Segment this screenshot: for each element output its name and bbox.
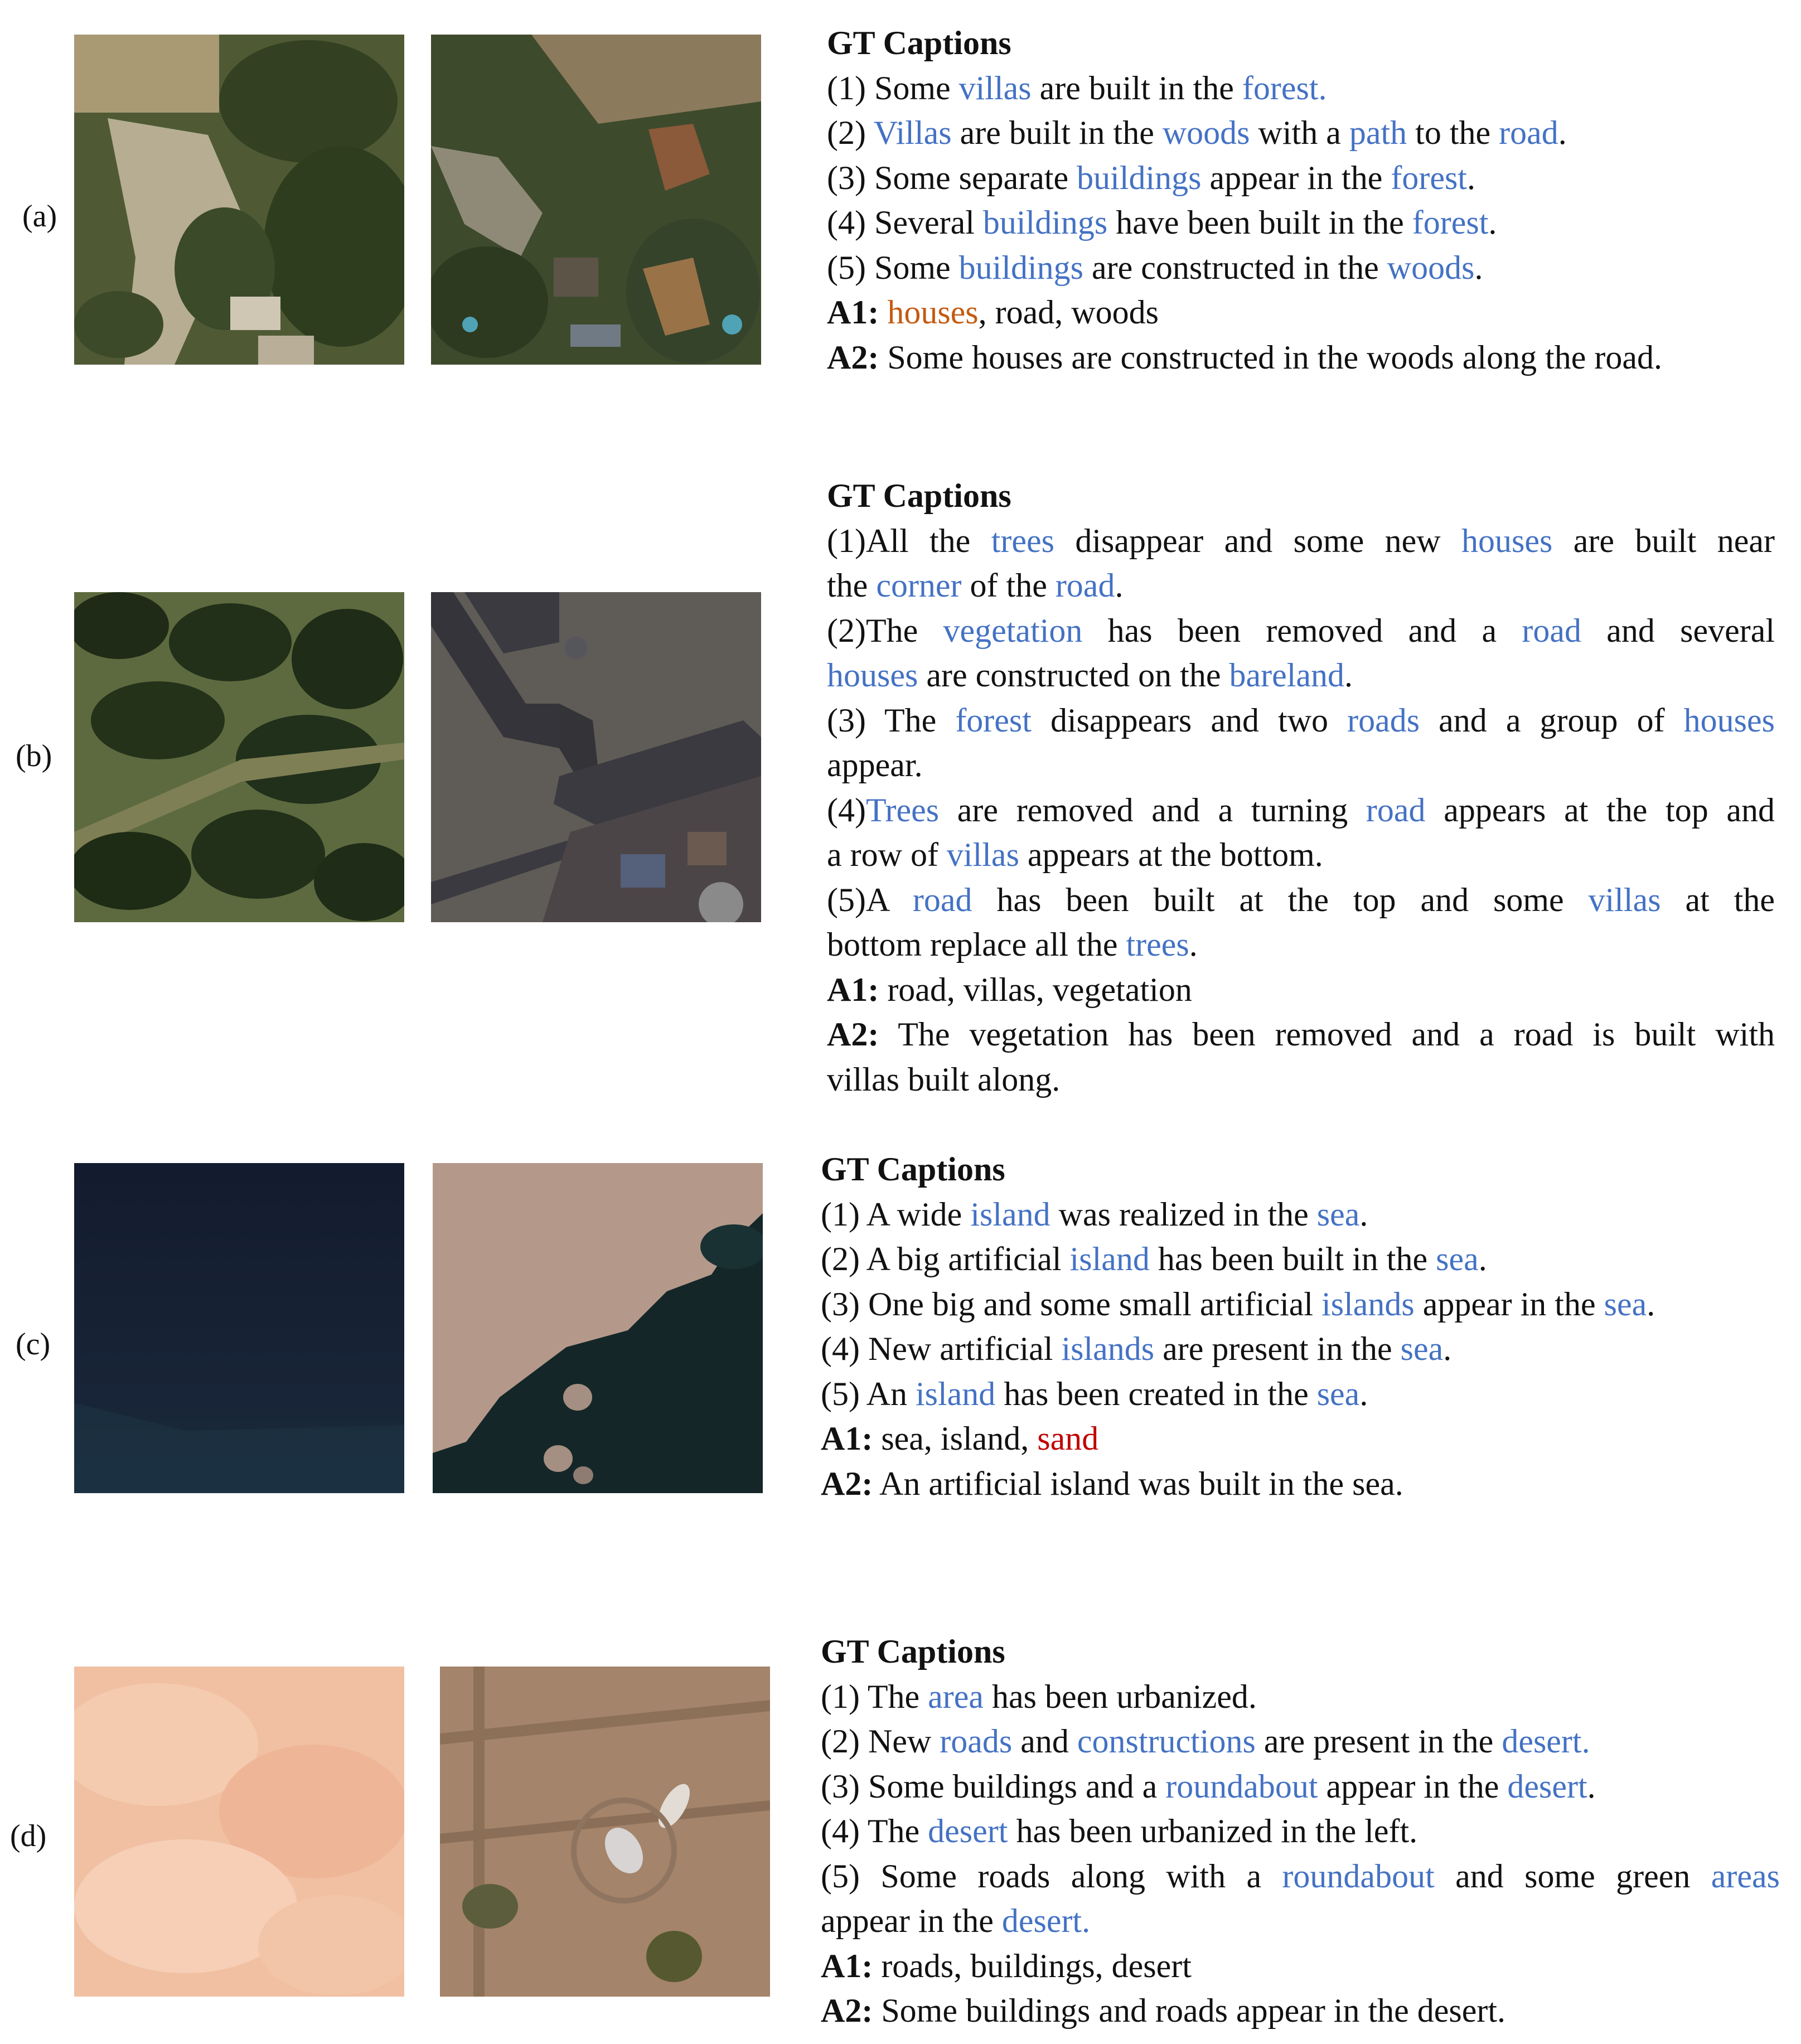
caption-keyword: island <box>1069 1241 1150 1277</box>
caption-text: disappear and some new <box>1054 522 1462 559</box>
caption-line <box>821 1764 1780 1809</box>
satellite-image-after <box>440 1667 770 1997</box>
answer-label: A2: <box>827 338 879 376</box>
caption-line <box>827 156 1775 201</box>
caption-line <box>827 1057 1775 1102</box>
caption-line <box>821 1898 1780 1944</box>
caption-text: . <box>1443 1330 1452 1367</box>
caption-keyword: sea <box>1604 1285 1647 1323</box>
answer-label: A2: <box>827 1016 879 1053</box>
satellite-image-before <box>74 35 404 365</box>
caption-text: (5)A <box>827 881 913 918</box>
urbanized-desert-after-image <box>440 1667 770 1997</box>
highlighted-word: houses <box>887 294 979 331</box>
captions-title: GT Captions <box>827 477 1011 514</box>
highlighted-word: sand <box>1037 1420 1099 1457</box>
caption-block <box>827 473 1775 1102</box>
caption-keyword: corner <box>876 567 962 604</box>
answer-label: A1: <box>821 1947 873 1984</box>
caption-text: . <box>1466 159 1475 196</box>
caption-text: (2)The <box>827 612 943 649</box>
caption-text: have been built in the <box>1107 204 1412 241</box>
caption-text: has been built at the top and some <box>972 881 1589 918</box>
caption-text: . <box>1359 1375 1368 1412</box>
caption-keyword: desert. <box>1502 1723 1590 1760</box>
caption-keyword: buildings <box>1077 159 1202 196</box>
caption-text: An artificial island was built in the sea. <box>873 1465 1403 1502</box>
caption-text: (5) Some <box>827 249 959 286</box>
caption-text: (3) The <box>827 701 956 739</box>
caption-lines <box>827 66 1775 380</box>
caption-text: . <box>1474 249 1483 286</box>
caption-text: appears at the top and <box>1425 791 1775 829</box>
caption-keyword: bareland <box>1229 657 1344 694</box>
caption-block <box>827 21 1775 380</box>
caption-keyword: road <box>1366 791 1426 829</box>
caption-keyword: area <box>928 1678 984 1715</box>
caption-text: . <box>1344 657 1353 694</box>
caption-text: , road, woods <box>978 294 1159 331</box>
caption-block <box>821 1147 1780 1506</box>
caption-keyword: path <box>1349 114 1407 151</box>
caption-keyword: island <box>970 1195 1050 1233</box>
caption-text: are built in the <box>951 114 1163 151</box>
caption-keyword: trees <box>991 522 1054 559</box>
answer-label: A1: <box>827 294 879 331</box>
caption-keyword: trees <box>1126 926 1189 963</box>
caption-text: are removed and a turning <box>939 791 1366 829</box>
caption-text: . <box>1558 114 1567 151</box>
desert-before-image <box>74 1667 404 1997</box>
caption-text: appear in the <box>821 1902 1002 1939</box>
caption-keyword: road <box>912 881 972 918</box>
caption-keyword: villas <box>946 836 1019 873</box>
satellite-image-before <box>74 1163 404 1493</box>
caption-text: and several <box>1581 612 1775 649</box>
caption-text: are built in the <box>1031 69 1242 106</box>
forest-villa-before-image <box>74 35 404 365</box>
caption-text: appear in the <box>1201 159 1391 196</box>
caption-text: (2) <box>827 114 874 151</box>
caption-text: sea, island, <box>873 1420 1038 1457</box>
caption-text: . <box>1478 1241 1487 1277</box>
caption-text: (1)All the <box>827 522 991 559</box>
caption-text: of the <box>961 567 1056 604</box>
caption-keyword: Trees <box>865 791 940 829</box>
caption-text: has been created in the <box>995 1375 1317 1412</box>
caption-line <box>827 788 1775 833</box>
answer-label: A2: <box>821 1465 873 1502</box>
caption-line <box>827 653 1775 698</box>
answer-label: A1: <box>821 1420 873 1457</box>
caption-keyword: houses <box>1683 701 1775 739</box>
caption-keyword: Villas <box>873 114 952 151</box>
caption-line <box>821 1854 1780 1899</box>
caption-text: and <box>1012 1723 1077 1760</box>
caption-text: Some houses are constructed in the woods along the road. <box>879 338 1662 376</box>
caption-keyword: roundabout <box>1282 1857 1435 1895</box>
caption-text: . <box>1359 1195 1368 1233</box>
caption-text: bottom replace all the <box>827 926 1126 963</box>
caption-keyword: sea <box>1436 1241 1479 1277</box>
caption-text: . <box>1189 926 1198 963</box>
caption-text: appear in the <box>1414 1285 1604 1323</box>
caption-keyword: vegetation <box>943 612 1083 649</box>
caption-line <box>827 200 1775 245</box>
caption-line <box>827 335 1775 380</box>
caption-line <box>827 967 1775 1013</box>
caption-line <box>821 1461 1780 1507</box>
caption-line <box>821 1416 1780 1461</box>
caption-keyword: desert <box>1507 1767 1587 1805</box>
caption-keyword: desert. <box>1001 1902 1091 1939</box>
caption-text: (3) Some buildings and a <box>821 1767 1166 1805</box>
caption-keyword: roads <box>1347 701 1420 739</box>
sea-before-image <box>74 1163 404 1493</box>
caption-line <box>821 1719 1780 1764</box>
captions-title: GT Captions <box>821 1151 1005 1188</box>
caption-text: was realized in the <box>1050 1195 1317 1233</box>
caption-text: Some buildings and roads appear in the desert. <box>873 1992 1506 2029</box>
caption-line <box>821 1192 1780 1237</box>
caption-text <box>879 294 887 331</box>
panel-label: (d) <box>10 1819 47 1853</box>
answer-label: A1: <box>827 971 879 1008</box>
caption-text: to the <box>1407 114 1499 151</box>
caption-text: (1) The <box>821 1678 928 1715</box>
satellite-image-after <box>433 1163 763 1493</box>
caption-line <box>821 1326 1780 1372</box>
caption-text: appear. <box>827 747 923 783</box>
captions-title: GT Captions <box>821 1633 1005 1670</box>
captions-title: GT Captions <box>827 25 1011 61</box>
caption-keyword: roundabout <box>1165 1767 1318 1805</box>
caption-text: The vegetation has been removed and a road is built with <box>879 1016 1775 1053</box>
caption-text: (5) An <box>821 1375 916 1412</box>
caption-line <box>821 1282 1780 1327</box>
caption-text: . <box>1587 1767 1596 1805</box>
caption-line <box>827 519 1775 564</box>
caption-keyword: road <box>1522 612 1581 649</box>
caption-lines <box>821 1674 1780 2033</box>
caption-line <box>827 698 1775 743</box>
caption-keyword: houses <box>1461 522 1553 559</box>
caption-keyword: roads <box>940 1723 1013 1760</box>
caption-keyword: forest <box>955 701 1032 739</box>
caption-line <box>827 1012 1775 1057</box>
satellite-image-after <box>431 35 761 365</box>
caption-line <box>827 878 1775 923</box>
road-villas-after-image <box>431 592 761 922</box>
caption-text: (1) Some <box>827 69 959 106</box>
caption-text: are built near <box>1552 522 1775 559</box>
caption-keyword: buildings <box>958 249 1083 286</box>
answer-label: A2: <box>821 1992 873 2029</box>
caption-keyword: road <box>1055 567 1115 604</box>
caption-line <box>827 743 1775 788</box>
caption-text: (3) One big and some small artificial <box>821 1285 1322 1323</box>
caption-text: appears at the bottom. <box>1019 836 1323 873</box>
caption-line <box>827 608 1775 653</box>
caption-keyword: sea <box>1316 1195 1360 1233</box>
caption-text: with a <box>1250 114 1349 151</box>
caption-keyword: houses <box>827 657 918 694</box>
caption-text: (2) A big artificial <box>821 1241 1070 1277</box>
artificial-island-after-image <box>433 1163 763 1493</box>
caption-text: and a group of <box>1420 701 1684 739</box>
caption-text: at the <box>1660 881 1775 918</box>
caption-text: (4) Several <box>827 204 983 241</box>
forest-villa-after-image <box>431 35 761 365</box>
caption-text: disappears and two <box>1031 701 1348 739</box>
caption-text: are present in the <box>1255 1723 1502 1760</box>
vegetation-before-image <box>74 592 404 922</box>
panel-label: (c) <box>16 1327 51 1362</box>
caption-text: roads, buildings, desert <box>873 1947 1192 1984</box>
caption-text: (4) The <box>821 1813 928 1849</box>
caption-line <box>821 1944 1780 1989</box>
caption-keyword: constructions <box>1077 1723 1256 1760</box>
caption-keyword: forest <box>1412 204 1489 241</box>
caption-text: (3) Some separate <box>827 159 1077 196</box>
caption-keyword: sea <box>1400 1330 1444 1367</box>
caption-text: are constructed in the <box>1083 249 1387 286</box>
caption-text: the <box>827 567 877 604</box>
caption-line <box>827 245 1775 290</box>
caption-keyword: forest. <box>1242 69 1327 106</box>
caption-keyword: sea <box>1316 1375 1360 1412</box>
caption-keyword: buildings <box>982 204 1108 241</box>
caption-text: (4) New artificial <box>821 1330 1062 1367</box>
panel-label: (b) <box>16 739 52 773</box>
caption-text: are present in the <box>1154 1330 1401 1367</box>
caption-text: (1) A wide <box>821 1195 971 1233</box>
caption-line <box>827 563 1775 608</box>
caption-text: road, villas, vegetation <box>879 971 1192 1008</box>
caption-keyword: desert <box>928 1813 1008 1849</box>
caption-text: (5) Some roads along with a <box>821 1857 1282 1895</box>
caption-line <box>827 832 1775 878</box>
caption-text: has been built in the <box>1149 1241 1436 1277</box>
caption-keyword: woods <box>1387 249 1475 286</box>
caption-keyword: villas <box>958 69 1032 106</box>
caption-text: are constructed on the <box>918 657 1229 694</box>
caption-text: has been removed and a <box>1082 612 1522 649</box>
caption-keyword: woods <box>1162 114 1250 151</box>
caption-line <box>821 1809 1780 1854</box>
caption-keyword: forest <box>1391 159 1467 196</box>
caption-keyword: areas <box>1711 1857 1780 1895</box>
caption-text: has been urbanized in the left. <box>1008 1813 1418 1849</box>
caption-block <box>821 1629 1780 2033</box>
satellite-image-before <box>74 1667 404 1997</box>
satellite-image-after <box>431 592 761 922</box>
caption-keyword: island <box>915 1375 996 1412</box>
caption-line <box>821 1237 1780 1282</box>
caption-line <box>827 922 1775 967</box>
caption-line <box>827 110 1775 156</box>
caption-text: appear in the <box>1318 1767 1508 1805</box>
caption-keyword: villas <box>1588 881 1661 918</box>
panel-label: (a) <box>22 199 57 234</box>
caption-text: villas built along. <box>827 1060 1061 1098</box>
caption-text: . <box>1488 204 1497 241</box>
caption-lines <box>827 519 1775 1102</box>
caption-keyword: road <box>1499 114 1558 151</box>
caption-text: and some green <box>1434 1857 1711 1895</box>
caption-line <box>827 66 1775 111</box>
caption-text: . <box>1115 567 1124 604</box>
caption-text: has been urbanized. <box>984 1678 1257 1715</box>
caption-keyword: islands <box>1061 1330 1155 1367</box>
caption-text: (2) New <box>821 1723 940 1760</box>
caption-line <box>827 290 1775 335</box>
satellite-image-before <box>74 592 404 922</box>
caption-line <box>821 1988 1780 2033</box>
caption-keyword: islands <box>1321 1285 1415 1323</box>
caption-text: a row of <box>827 836 947 873</box>
caption-text: . <box>1647 1285 1655 1323</box>
caption-line <box>821 1372 1780 1417</box>
caption-lines <box>821 1192 1780 1507</box>
caption-line <box>821 1674 1780 1720</box>
caption-text: (4) <box>827 791 866 829</box>
